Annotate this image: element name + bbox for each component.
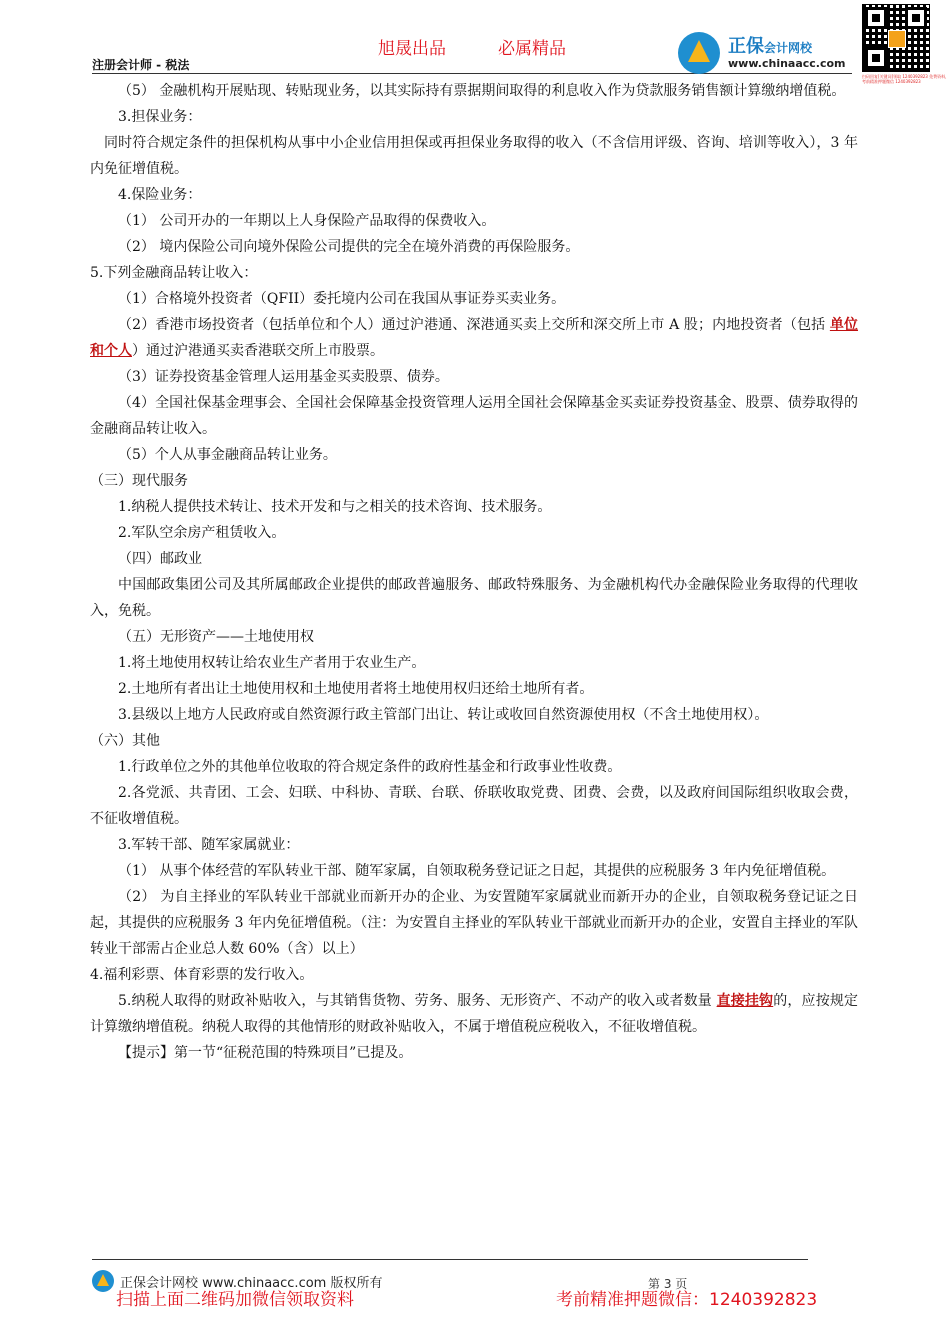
- paragraph: 1.行政单位之外的其他单位收取的符合规定条件的政府性基金和行政事业性收费。: [118, 759, 622, 775]
- para-text: ）通过沪港通买卖香港联交所上市股票。: [132, 343, 384, 359]
- logo-url: www.chinaacc.com: [728, 57, 846, 70]
- paragraph: （五）无形资产——土地使用权: [118, 629, 314, 645]
- paragraph: 同时符合规定条件的担保机构从事中小企业信用担保或再担保业务取得的收入（不含信用评级、咨询、培训等收入），3 年内免征增值税。: [90, 135, 858, 177]
- promo-left: 扫描上面二维码加微信领取资料: [116, 1290, 354, 1310]
- qr-caption: 扫码回复[关键词]领取 1240392823 免费资料，考前精准押题微信 1240392823: [862, 74, 950, 84]
- inline-link[interactable]: 直接挂钩: [716, 993, 774, 1009]
- paragraph: 【提示】第一节“征税范围的特殊项目”已提及。: [118, 1045, 413, 1061]
- paragraph: （1） 从事个体经营的军队转业干部、随军家属，自领取税务登记证之日起，其提供的应税服务 3 年内免征增值税。: [118, 863, 836, 879]
- paragraph: 3.县级以上地方人民政府或自然资源行政主管部门出让、转让或收回自然资源使用权（不含土地使用权）。: [118, 707, 769, 723]
- page-number: 第 3 页: [648, 1277, 688, 1291]
- paragraph: [90, 312, 858, 364]
- promo-right: 考前精准押题微信：1240392823: [556, 1290, 818, 1310]
- paragraph: 4.保险业务：: [118, 187, 202, 203]
- paragraph: 2.军队空余房产租赁收入。: [118, 525, 286, 541]
- paragraph: （三）现代服务: [90, 473, 188, 489]
- paragraph: （六）其他: [90, 733, 160, 749]
- paragraph: 中国邮政集团公司及其所属邮政企业提供的邮政普遍服务、邮政特殊服务、为金融机构代办金融保险业务取得的代理收入，免税。: [90, 577, 858, 619]
- paragraph: （5）个人从事金融商品转让业务。: [118, 447, 337, 463]
- paragraph: （4）全国社保基金理事会、全国社会保障基金投资管理人运用全国社会保障基金买卖证券投资基金、股票、债券取得的金融商品转让收入。: [90, 395, 858, 437]
- paragraph: 1.将土地使用权转让给农业生产者用于农业生产。: [118, 655, 426, 671]
- paragraph: 1.纳税人提供技术转让、技术开发和与之相关的技术咨询、技术服务。: [118, 499, 552, 515]
- paragraph: 3.担保业务：: [118, 109, 202, 125]
- paragraph: 3.军转干部、随军家属就业：: [118, 837, 300, 853]
- logo-mark-icon: [678, 32, 720, 74]
- wechat-qr-code[interactable]: [862, 4, 950, 88]
- paragraph: （1） 公司开办的一年期以上人身保险产品取得的保费收入。: [118, 213, 496, 229]
- slogan-left: 旭晟出品: [378, 39, 446, 59]
- paragraph: 4.福利彩票、体育彩票的发行收入。: [90, 967, 314, 983]
- paragraph: [90, 988, 858, 1040]
- chinaacc-logo[interactable]: [678, 28, 858, 78]
- qr-code-icon: [862, 4, 930, 72]
- slogan-right: 必属精品: [498, 39, 566, 59]
- paragraph: （3）证券投资基金管理人运用基金买卖股票、债券。: [118, 369, 449, 385]
- footer-copyright: 正保会计网校 www.chinaacc.com 版权所有: [120, 1276, 383, 1291]
- logo-sub: 会计网校: [764, 41, 813, 55]
- course-title: 注册会计师 - 税法: [92, 58, 190, 72]
- logo-name: 正保: [728, 36, 764, 57]
- paragraph: （5） 金融机构开展贴现、转贴现业务，以其实际持有票据期间取得的利息收入作为贷款服务销售额计算缴纳增值税。: [118, 83, 846, 99]
- para-text: 5.纳税人取得的财政补贴收入，与其销售货物、劳务、服务、无形资产、不动产的收入或者数量: [118, 993, 717, 1009]
- para-text: 的，应按规定计算缴纳增值税。纳税人取得的其他情形的财政补贴收入，不属于增值税应税收入，不征收增值税。: [90, 993, 859, 1035]
- paragraph: （2） 境内保险公司向境外保险公司提供的完全在境外消费的再保险服务。: [118, 239, 580, 255]
- paragraph: （1）合格境外投资者（QFII）委托境内公司在我国从事证券买卖业务。: [118, 291, 566, 307]
- paragraph: 2.各党派、共青团、工会、妇联、中科协、青联、台联、侨联收取党费、团费、会费，以及政府间国际组织收取会费，不征收增值税。: [90, 785, 858, 827]
- paragraph: 5.下列金融商品转让收入：: [90, 265, 258, 281]
- paragraph: （2） 为自主择业的军队转业干部就业而新开办的企业、为安置随军家属就业而新开办的企业，自领取税务登记证之日起，其提供的应税服务 3 年内免征增值税。（注：为安置自主择业的军队转业干部就业而新开办的企业，安置自主择业的军队转业干部需占企业总人数 60%（含）以上）: [90, 889, 858, 957]
- footer-divider: [92, 1259, 808, 1260]
- footer-logo-icon: [92, 1270, 114, 1292]
- paragraph: 2.土地所有者出让土地使用权和土地使用者将土地使用权归还给土地所有者。: [118, 681, 594, 697]
- inline-link[interactable]: 单位和个人: [90, 317, 859, 359]
- para-text: （2）香港市场投资者（包括单位和个人）通过沪港通、深港通买卖上交所和深交所上市 A 股；内地投资者（包括: [118, 317, 830, 333]
- document-body: [90, 78, 858, 1066]
- paragraph: （四）邮政业: [118, 551, 202, 567]
